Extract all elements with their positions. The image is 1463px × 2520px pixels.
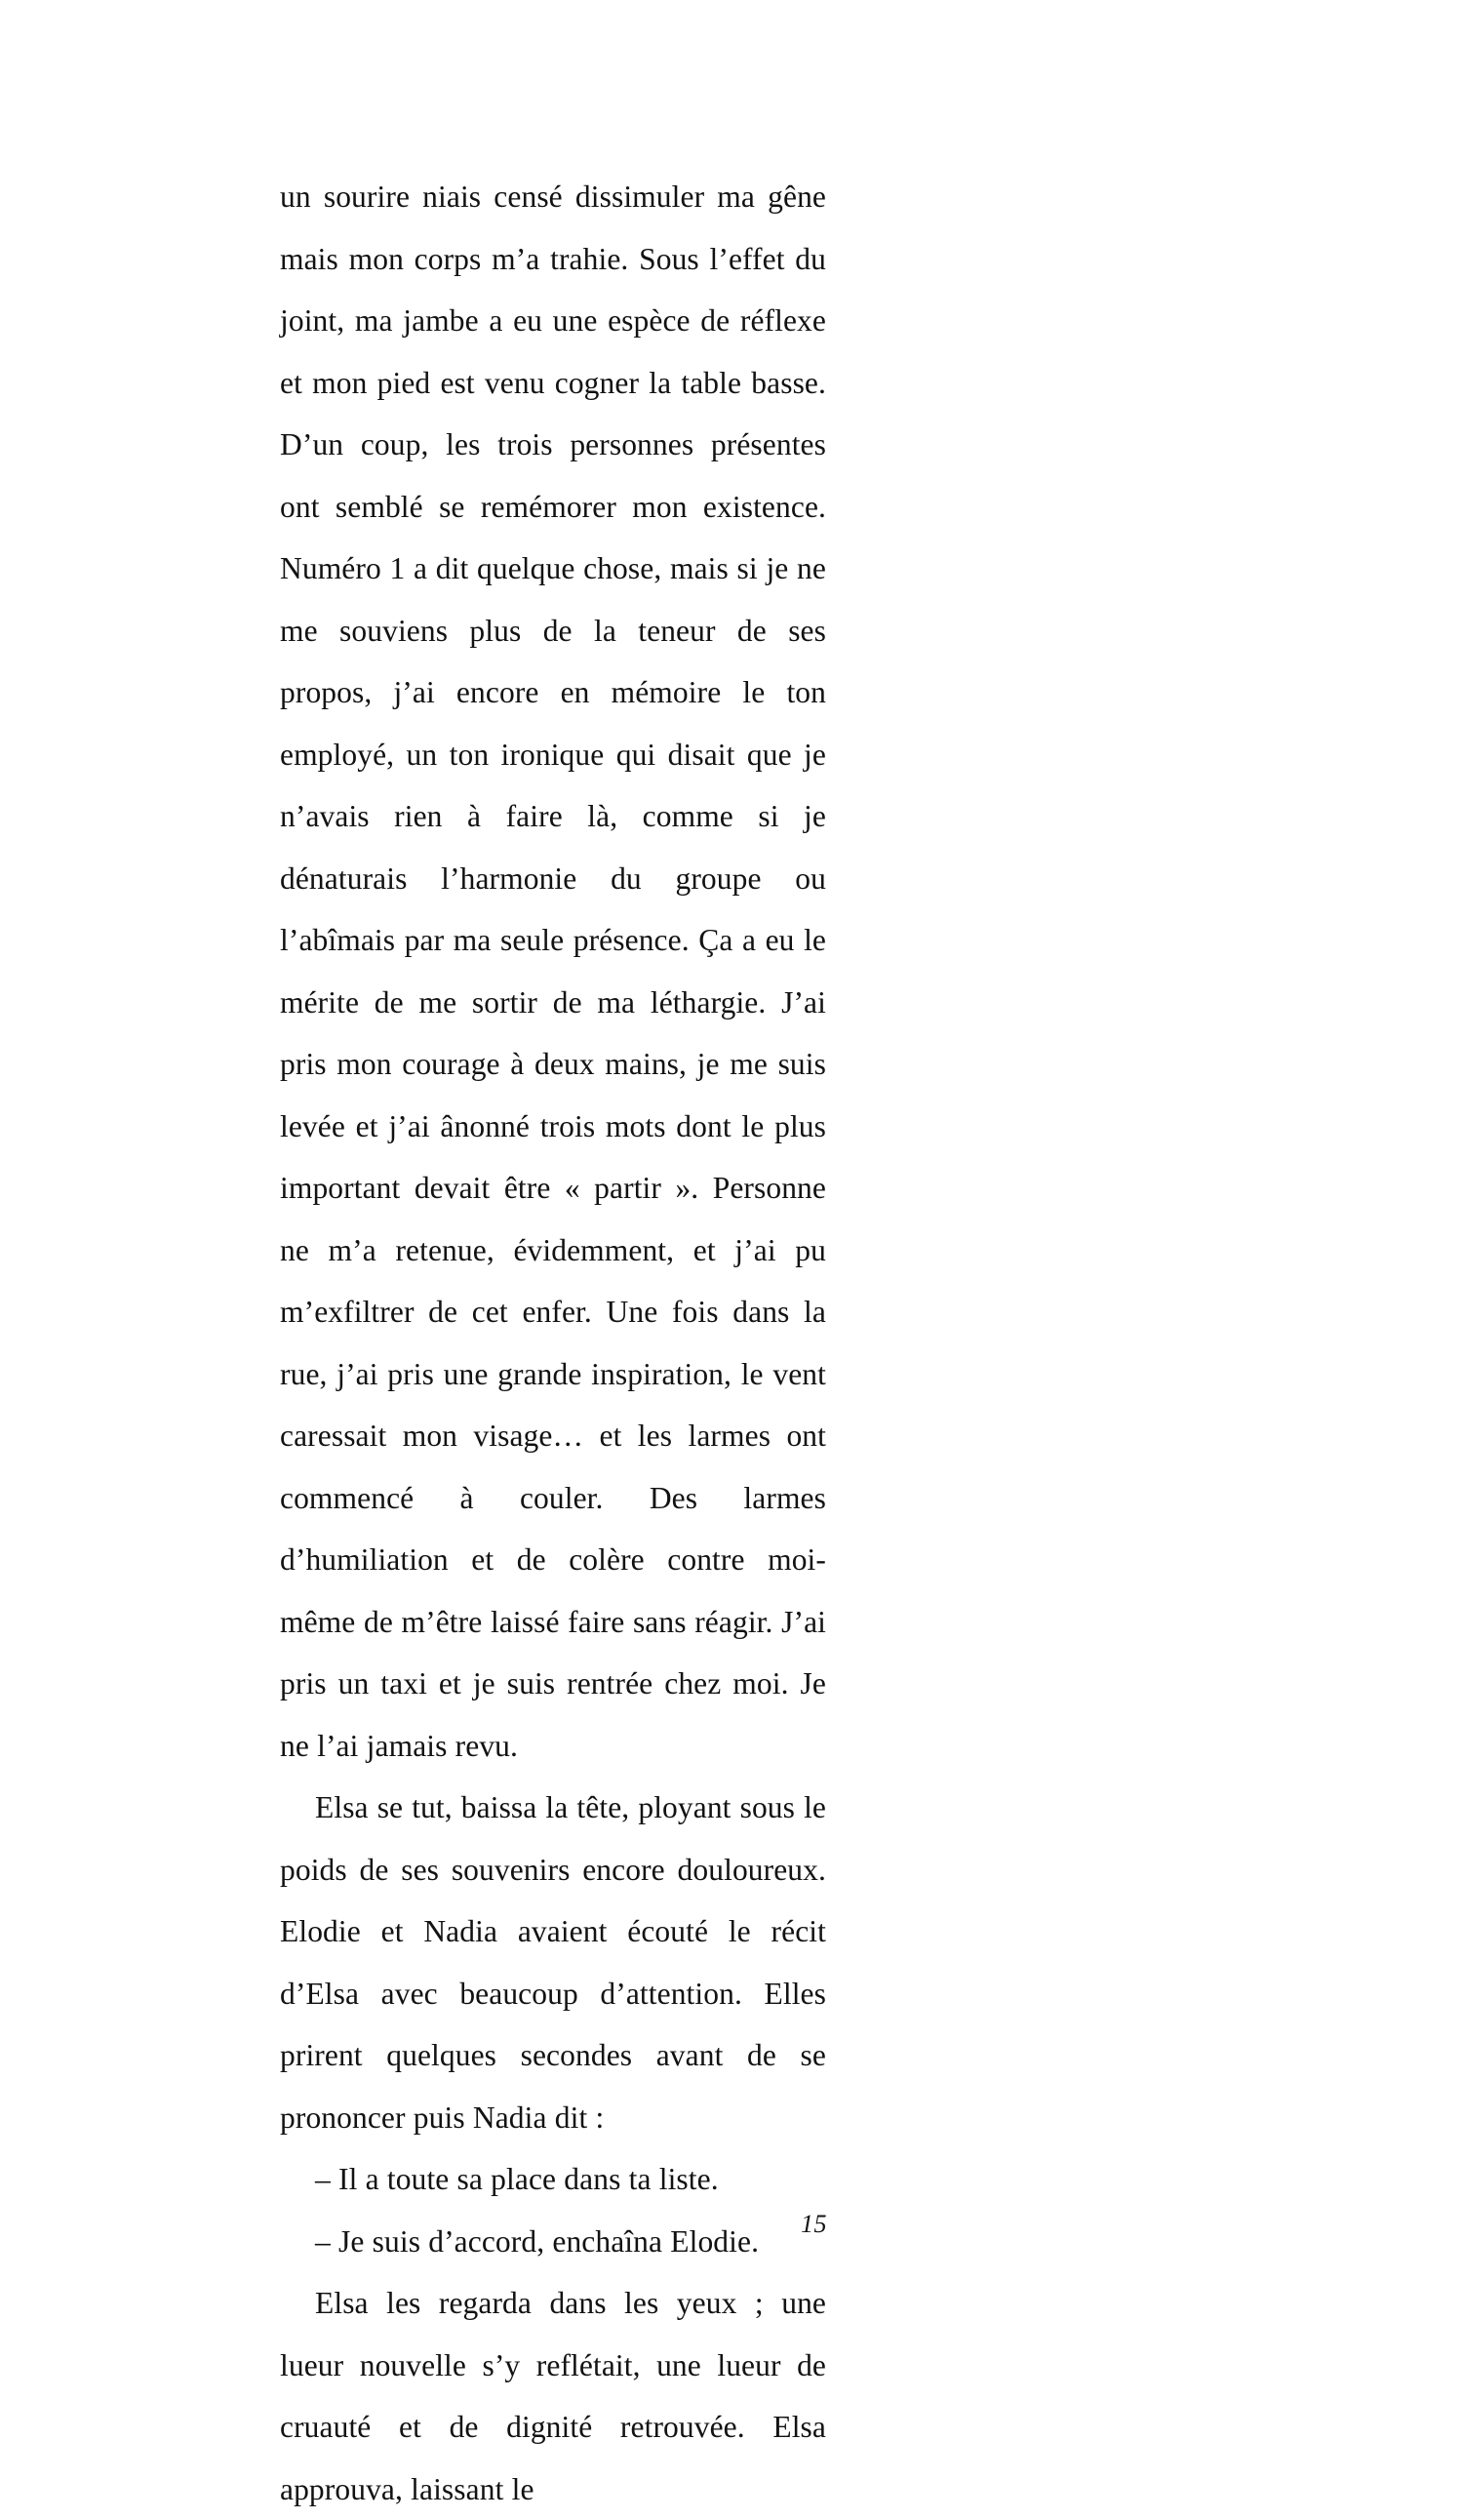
dialogue-line-nadia: – Il a toute sa place dans ta liste. <box>315 2162 719 2196</box>
dialogue-line-elodie: – Je suis d’accord, enchaîna Elodie. <box>315 2223 760 2259</box>
paragraph-continuation: un sourire niais censé dissimuler ma gêne mais mon corps m’a trahie. Sous l’effet du joint, ma jambe a eu une espèce de réflexe et mon pied est venu cogner la table basse. D’un coup, les trois personnes présentes ont semblé se remémorer mon existence. Numéro 1 a dit quelque chose, mais si je ne me souviens plus de la teneur de ses propos, j’ai encore en mémoire le ton employé, un ton ironique qui disait que je n’avais rien à faire là, comme si je dénaturais l’harmonie du groupe ou l’abîmais par ma seule présence. Ça a eu le mérite de me sortir de ma léthargie. J’ai pris mon courage à deux mains, je me suis levée et j’ai ânonné trois mots dont le plus important devait être « partir ». Personne ne m’a retenue, évidemment, et j’ai pu m’exfiltrer de cet enfer. Une fois dans la rue, j’ai pris une grande inspiration, le vent caressait mon visage… et les larmes ont commencé à couler. Des larmes d’humiliation et de colère contre moi-même de m’être laissé faire sans réagir. J’ai pris un taxi et je suis rentrée chez moi. Je ne l’ai jamais revu. <box>280 180 826 1763</box>
page-text-block <box>280 166 826 2520</box>
paragraph-elsa-les-regarda: Elsa les regarda dans les yeux ; une lueur nouvelle s’y reflétait, une lueur de cruauté et de dignité retrouvée. Elsa approuva, laissant le <box>280 2286 826 2506</box>
page-number: 15 <box>801 2210 827 2238</box>
paragraph-elsa-se-tut: Elsa se tut, baissa la tête, ployant sous le poids de ses souvenirs encore douloureux. Elodie et Nadia avaient écouté le récit d’Elsa avec beaucoup d’attention. Elles prirent quelques secondes avant de se prononcer puis Nadia dit : <box>280 1790 826 2135</box>
